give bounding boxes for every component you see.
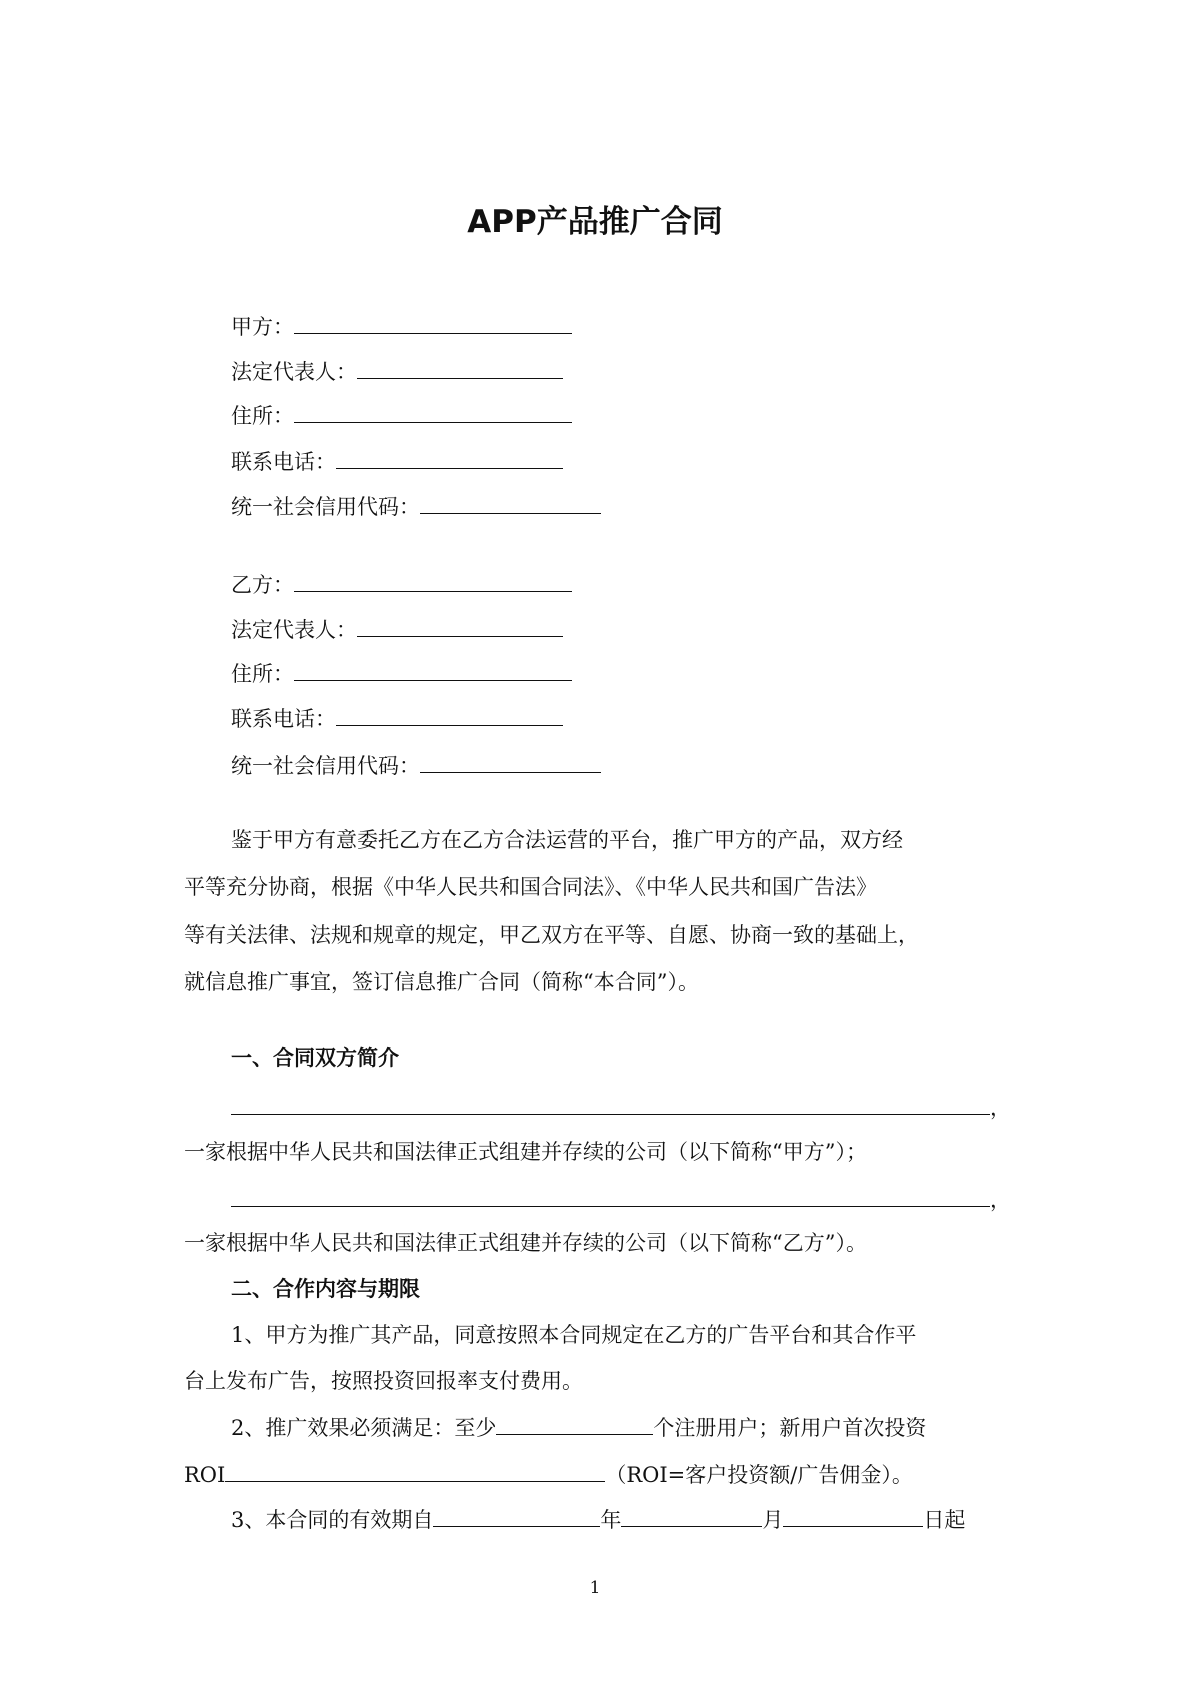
field-label: 住所：: [231, 404, 294, 428]
field-label: 联系电话：: [231, 450, 336, 474]
party-a-name-row: [231, 311, 572, 341]
blank-field[interactable]: [357, 356, 563, 379]
party-a-rep-row: [231, 356, 563, 386]
section-heading: 一、合同双方简介: [231, 1046, 399, 1070]
blank-field[interactable]: [294, 400, 572, 423]
month-label: 月: [762, 1508, 784, 1532]
field-label: 住所：: [231, 662, 294, 686]
section-heading: 二、合作内容与期限: [231, 1277, 420, 1301]
clause-3-row: [231, 1504, 965, 1534]
party-b-company-desc: 一家根据中华人民共和国法律正式组建并存续的公司（以下简称“乙方”）。: [184, 1231, 867, 1255]
blank-field[interactable]: [420, 750, 601, 773]
clause-text: 台上发布广告，按照投资回报率支付费用。: [184, 1369, 583, 1393]
day-blank[interactable]: [783, 1504, 923, 1527]
party-b-address-row: [231, 658, 572, 688]
preamble-line: 平等充分协商，根据《中华人民共和国合同法》、《中华人民共和国广告法》: [184, 875, 877, 899]
preamble-line: 等有关法律、法规和规章的规定，甲乙双方在平等、自愿、协商一致的基础上，: [184, 923, 919, 947]
party-a-company-desc: 一家根据中华人民共和国法律正式组建并存续的公司（以下简称“甲方”）；: [184, 1140, 867, 1164]
preamble-line: 就信息推广事宜，签订信息推广合同（简称“本合同”）。: [184, 970, 699, 994]
roi-label: ROI: [184, 1463, 226, 1487]
blank-field[interactable]: [294, 311, 572, 334]
comma: ，: [990, 1188, 1011, 1212]
year-blank[interactable]: [433, 1504, 600, 1527]
blank-field[interactable]: [420, 491, 601, 514]
field-label: 法定代表人：: [231, 618, 357, 642]
clause-text: 1、甲方为推广其产品，同意按照本合同规定在乙方的广告平台和其合作平: [231, 1323, 917, 1347]
field-label: 甲方：: [231, 315, 294, 339]
document-title: APP产品推广合同: [467, 204, 723, 240]
clause-2-row: [231, 1412, 926, 1442]
party-b-rep-row: [231, 614, 563, 644]
comma: ，: [990, 1096, 1011, 1120]
blank-field[interactable]: [231, 1092, 990, 1115]
clause-text: （ROI=客户投资额/广告佣金）。: [605, 1463, 913, 1487]
party-b-phone-row: [231, 703, 563, 733]
field-label: 乙方：: [231, 573, 294, 597]
party-a-address-row: [231, 400, 572, 430]
roi-blank[interactable]: [225, 1459, 605, 1482]
page-number: 1: [589, 1578, 601, 1598]
party-a-phone-row: [231, 446, 563, 476]
clause-text: 2、推广效果必须满足：至少: [231, 1416, 497, 1440]
clause-text: 个注册用户；新用户首次投资: [653, 1416, 927, 1440]
registered-users-blank[interactable]: [496, 1412, 653, 1435]
blank-field[interactable]: [336, 703, 563, 726]
field-label: 统一社会信用代码：: [231, 495, 420, 519]
blank-field[interactable]: [357, 614, 563, 637]
party-b-company-row: [231, 1184, 1011, 1214]
blank-field[interactable]: [231, 1184, 990, 1207]
field-label: 法定代表人：: [231, 360, 357, 384]
day-label: 日起: [923, 1508, 966, 1532]
party-b-credit-code-row: [231, 750, 601, 780]
field-label: 联系电话：: [231, 707, 336, 731]
party-a-credit-code-row: [231, 491, 601, 521]
party-a-company-row: [231, 1092, 1011, 1122]
party-b-name-row: [231, 569, 572, 599]
blank-field[interactable]: [294, 569, 572, 592]
roi-row: [184, 1459, 913, 1489]
blank-field[interactable]: [336, 446, 563, 469]
month-blank[interactable]: [621, 1504, 762, 1527]
clause-text: 3、本合同的有效期自: [231, 1508, 434, 1532]
blank-field[interactable]: [294, 658, 572, 681]
year-label: 年: [600, 1508, 622, 1532]
preamble-line: 鉴于甲方有意委托乙方在乙方合法运营的平台，推广甲方的产品，双方经: [231, 828, 903, 852]
field-label: 统一社会信用代码：: [231, 754, 420, 778]
